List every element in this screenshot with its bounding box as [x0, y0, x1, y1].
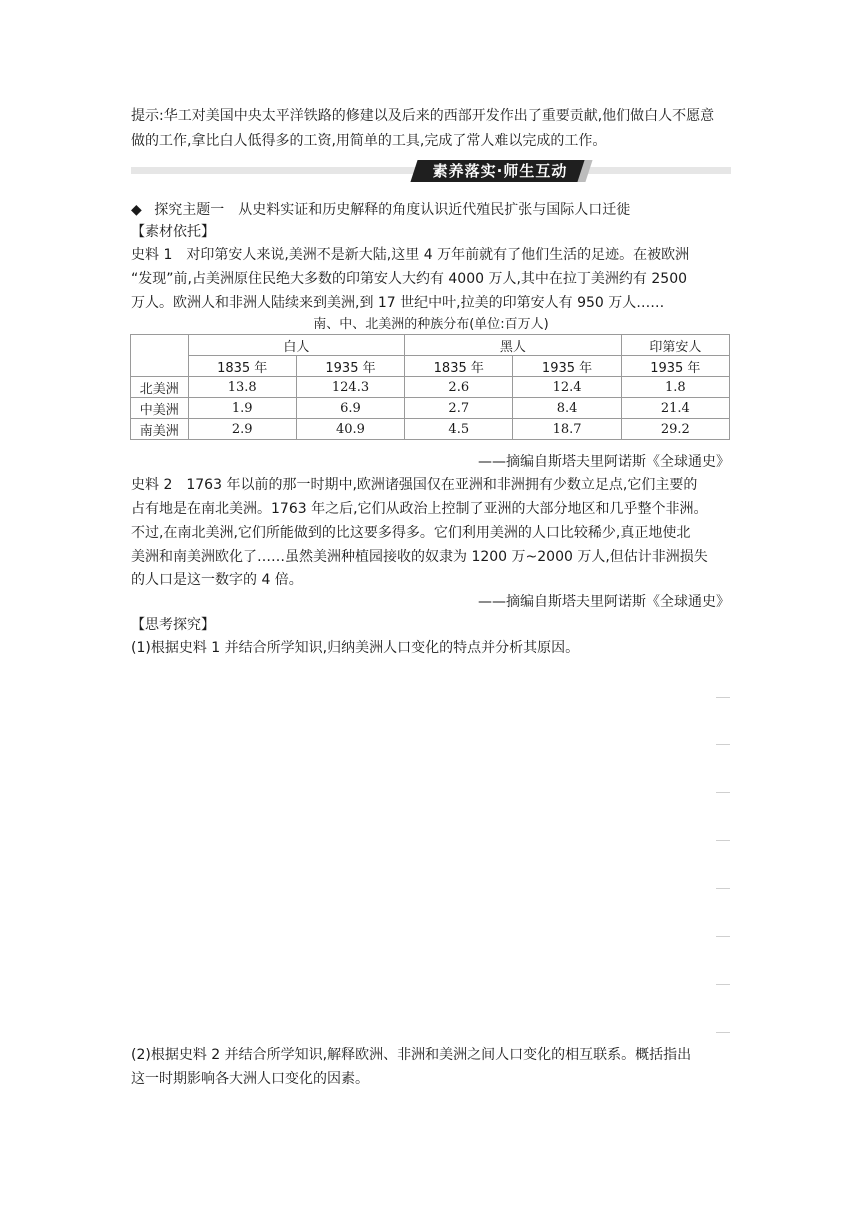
region-cell: 中美洲: [131, 398, 189, 419]
table-group-row: [131, 335, 730, 356]
source2-line-5: 的人口是这一数字的 4 倍。: [131, 572, 303, 588]
table-year-row: [131, 356, 730, 377]
value-cell: 12.4: [513, 377, 621, 398]
diamond-icon: ◆: [131, 202, 142, 218]
answer-line: [716, 792, 730, 793]
source2-line-4: 美洲和南美洲欧化了……虽然美洲种植园接收的奴隶为 1200 万~2000 万人,但估计非洲损失: [131, 549, 708, 565]
source2-line-2: 占有地是在南北美洲。1763 年之后,它们从政治上控制了亚洲的大部分地区和几乎整个非洲。: [131, 501, 708, 517]
group-black: 黑人: [405, 335, 622, 356]
question-2-line-2: 这一时期影响各大洲人口变化的因素。: [131, 1071, 369, 1087]
answer-line: [716, 888, 730, 889]
value-cell: 2.6: [405, 377, 513, 398]
table-caption: 南、中、北美洲的种族分布(单位:百万人): [313, 317, 549, 332]
value-cell: 29.2: [621, 419, 729, 440]
population-table: [130, 334, 730, 440]
source1-label: 史料 1: [131, 247, 173, 263]
citation-1: ——摘编自斯塔夫里阿诺斯《全球通史》: [478, 454, 730, 470]
value-cell: 1.9: [188, 398, 296, 419]
table-corner-cell: [131, 335, 189, 377]
table-row: [131, 419, 730, 440]
region-cell: 南美洲: [131, 419, 189, 440]
think-heading: 【思考探究】: [131, 617, 215, 633]
source2-line-3: 不过,在南北美洲,它们所能做到的比这要多得多。它们利用美洲的人口比较稀少,真正地使北: [131, 525, 691, 541]
question-1: (1)根据史料 1 并结合所学知识,归纳美洲人口变化的特点并分析其原因。: [131, 640, 580, 656]
year-cell: 1935 年: [513, 356, 621, 377]
value-cell: 6.9: [296, 398, 404, 419]
answer-line: [716, 744, 730, 745]
value-cell: 21.4: [621, 398, 729, 419]
question-2-line-1: (2)根据史料 2 并结合所学知识,解释欧洲、非洲和美洲之间人口变化的相互联系。概括指出: [131, 1047, 692, 1063]
value-cell: 2.7: [405, 398, 513, 419]
material-heading: 【素材依托】: [131, 224, 215, 240]
group-indian: 印第安人: [621, 335, 729, 356]
source2-label: 史料 2: [131, 477, 173, 493]
value-cell: 18.7: [513, 419, 621, 440]
value-cell: 2.9: [188, 419, 296, 440]
value-cell: 8.4: [513, 398, 621, 419]
table-row: [131, 377, 730, 398]
year-cell: 1935 年: [296, 356, 404, 377]
source2-text-1: 1763 年以前的那一时期中,欧洲诸强国仅在亚洲和非洲拥有少数立足点,它们主要的: [186, 477, 698, 493]
region-cell: 北美洲: [131, 377, 189, 398]
group-white: 白人: [188, 335, 405, 356]
hint-line-2: 做的工作,拿比白人低得多的工资,用简单的工具,完成了常人难以完成的工作。: [131, 133, 607, 149]
source1-line-2: “发现”前,占美洲原住民绝大多数的印第安人大约有 4000 万人,其中在拉丁美洲约有 2500: [131, 271, 688, 287]
table-row: [131, 398, 730, 419]
value-cell: 40.9: [296, 419, 404, 440]
source2-line-1: [131, 474, 731, 496]
source1-text-1: 对印第安人来说,美洲不是新大陆,这里 4 万年前就有了他们生活的足迹。在被欧洲: [186, 247, 690, 263]
answer-line: [716, 1032, 730, 1033]
source1-line-1: [131, 244, 731, 266]
year-cell: 1935 年: [621, 356, 729, 377]
value-cell: 124.3: [296, 377, 404, 398]
year-cell: 1835 年: [405, 356, 513, 377]
value-cell: 1.8: [621, 377, 729, 398]
value-cell: 13.8: [188, 377, 296, 398]
answer-line: [716, 840, 730, 841]
topic-heading: [131, 199, 731, 221]
answer-line: [716, 984, 730, 985]
section-banner: [131, 158, 731, 184]
answer-line: [716, 936, 730, 937]
topic-title: 探究主题一 从史料实证和历史解释的角度认识近代殖民扩张与国际人口迁徙: [154, 202, 631, 218]
citation-2: ——摘编自斯塔夫里阿诺斯《全球通史》: [478, 594, 730, 610]
value-cell: 4.5: [405, 419, 513, 440]
answer-line: [716, 697, 730, 698]
hint-line-1: 提示:华工对美国中央太平洋铁路的修建以及后来的西部开发作出了重要贡献,他们做白人不愿意: [131, 108, 715, 124]
banner-title: 素养落实·师生互动: [432, 162, 568, 180]
year-cell: 1835 年: [188, 356, 296, 377]
source1-line-3: 万人。欧洲人和非洲人陆续来到美洲,到 17 世纪中叶,拉美的印第安人有 950 万人……: [131, 295, 665, 311]
